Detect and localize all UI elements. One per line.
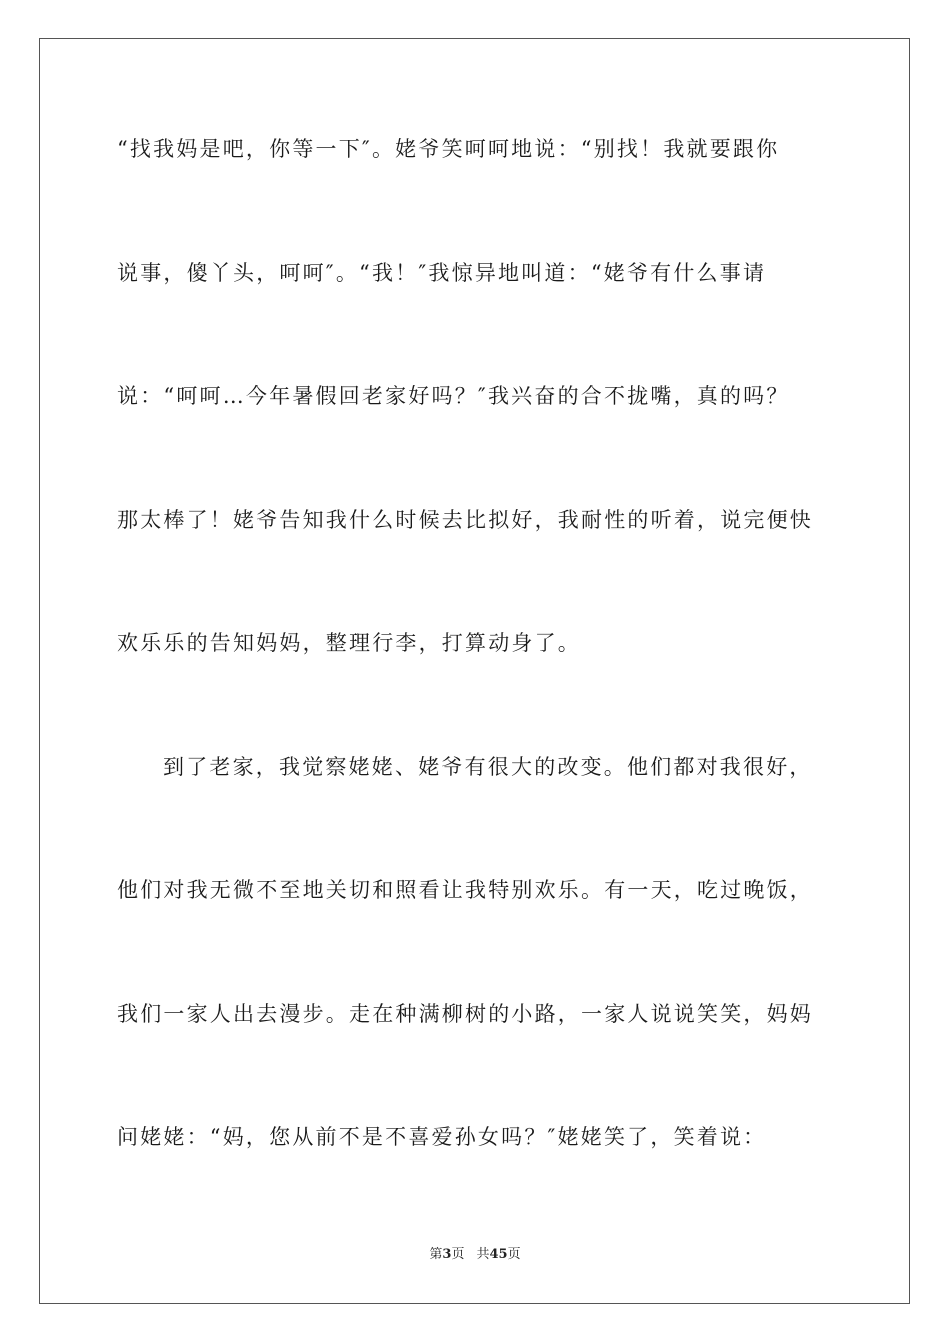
total-label-suffix: 页: [507, 1247, 521, 1262]
text-line-7: 他们对我无微不至地关切和照看让我特别欢乐。有一天，吃过晚饭，: [117, 878, 813, 902]
text-line-2: 说事，傻丫头，呵呵″。“我！″我惊异地叫道：“姥爷有什么事请: [117, 261, 767, 285]
text-line-6-paragraph-start: 到了老家，我觉察姥姥、姥爷有很大的改变。他们都对我很好，: [163, 755, 813, 779]
text-line-5: 欢乐乐的告知妈妈，整理行李，打算动身了。: [117, 631, 581, 655]
text-line-9: 问姥姥：“妈，您从前不是不喜爱孙女吗？″姥姥笑了，笑着说：: [117, 1125, 767, 1149]
page-border: [39, 38, 910, 1304]
text-line-3: 说：“呵呵…今年暑假回老家好吗？″我兴奋的合不拢嘴，真的吗？: [117, 384, 790, 408]
page-number: 3: [442, 1247, 452, 1262]
total-pages: 45: [489, 1247, 508, 1262]
total-label-prefix: 共: [476, 1247, 490, 1262]
page-footer: [0, 1246, 950, 1264]
text-line-1: “找我妈是吧，你等一下″。姥爷笑呵呵地说：“别找！我就要跟你: [117, 137, 780, 161]
page-label-suffix: 页: [451, 1247, 465, 1262]
text-line-4: 那太棒了！姥爷告知我什么时候去比拟好，我耐性的听着，说完便快: [117, 508, 813, 532]
page-label-prefix: 第: [429, 1247, 443, 1262]
text-line-8: 我们一家人出去漫步。走在种满柳树的小路，一家人说说笑笑，妈妈: [117, 1002, 813, 1026]
